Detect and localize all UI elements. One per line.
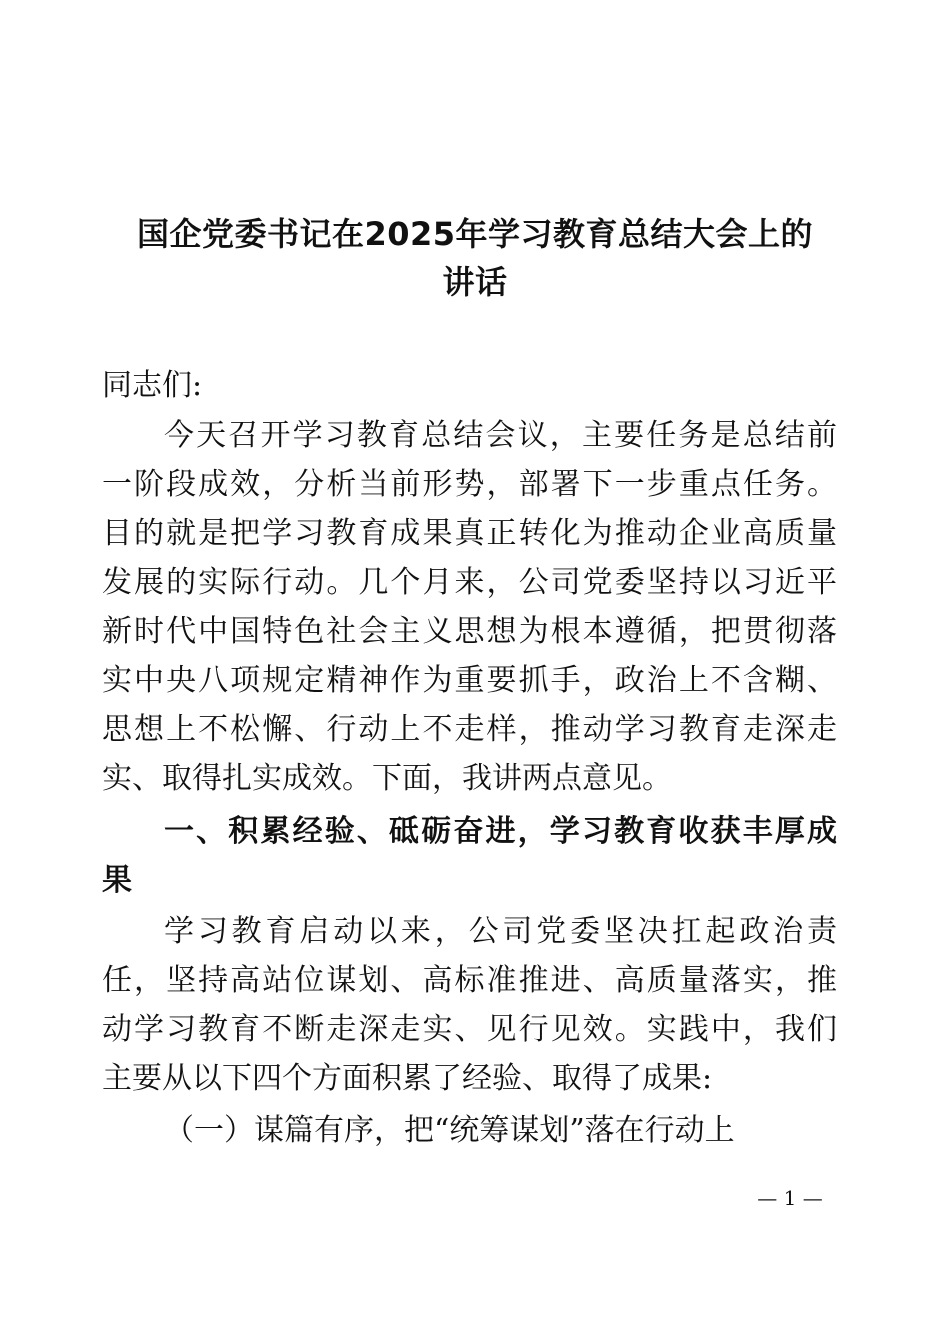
- paragraph-2-line-1: 学习教育启动以来，公司党委坚决扛起政治责: [164, 914, 837, 949]
- paragraph-2-line-4: 主要从以下四个方面积累了经验、取得了成果:: [102, 1061, 713, 1096]
- paragraph-1-line-7: 思想上不松懈、行动上不走样，推动学习教育走深走: [102, 712, 837, 747]
- paragraph-1-line-5: 新时代中国特色社会主义思想为根本遵循，把贯彻落: [102, 614, 837, 649]
- paragraph-2-line-3: 动学习教育不断走深走实、见行见效。实践中，我们: [102, 1012, 837, 1047]
- section-heading-1-line-1: 一、积累经验、砥砺奋进，学习教育收获丰厚成: [164, 814, 837, 849]
- paragraph-1-line-4: 发展的实际行动。几个月来，公司党委坚持以习近平: [102, 565, 837, 600]
- paragraph-1-line-3: 目的就是把学习教育成果真正转化为推动企业高质量: [102, 516, 837, 551]
- page-number: — 1 —: [757, 1186, 823, 1210]
- paragraph-2-line-2: 任，坚持高站位谋划、高标准推进、高质量落实，推: [102, 963, 837, 998]
- paragraph-1-line-8: 实、取得扎实成效。下面，我讲两点意见。: [102, 761, 672, 796]
- section-heading-1-line-2: 果: [102, 863, 132, 898]
- paragraph-1-line-2: 一阶段成效，分析当前形势，部署下一步重点任务。: [102, 467, 837, 502]
- salutation: 同志们:: [102, 368, 203, 403]
- subsection-heading-1: （一）谋篇有序，把“统筹谋划”落在行动上: [164, 1113, 735, 1148]
- paragraph-1-line-1: 今天召开学习教育总结会议，主要任务是总结前: [164, 418, 837, 453]
- document-title-line-2: 讲话: [442, 263, 508, 301]
- document-title-line-1: 国企党委书记在2025年学习教育总结大会上的: [136, 215, 814, 253]
- paragraph-1-line-6: 实中央八项规定精神作为重要抓手，政治上不含糊、: [102, 663, 837, 698]
